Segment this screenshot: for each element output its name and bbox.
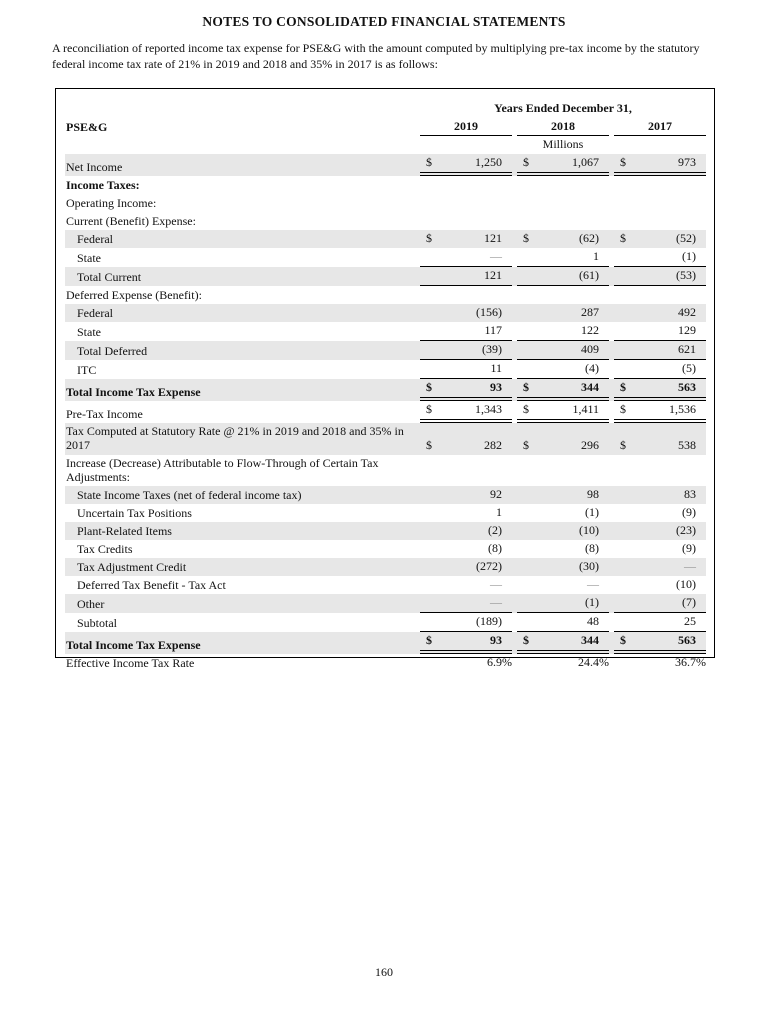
value-text: (5) [682, 361, 696, 376]
row-label: Federal [77, 306, 113, 321]
cell-value [517, 267, 609, 286]
empty-cell [614, 286, 706, 304]
dollar-sign: $ [523, 380, 529, 395]
value-text: 48 [587, 613, 599, 628]
cell-value [420, 248, 512, 267]
value-text: 1 [593, 249, 599, 264]
cell-value [614, 540, 706, 558]
cell-value [614, 654, 706, 672]
cell-value [420, 154, 512, 176]
dollar-sign: $ [620, 231, 626, 246]
cell-value [614, 522, 706, 540]
cell-value [420, 341, 512, 360]
cell-value [517, 341, 609, 360]
empty-cell [420, 194, 512, 212]
value-text: — [490, 594, 502, 609]
value-text: 6.9% [487, 654, 512, 669]
value-text: 344 [581, 380, 599, 395]
dollar-sign: $ [620, 632, 626, 647]
value-text: — [490, 576, 502, 591]
value-text: 296 [581, 437, 599, 452]
value-text: 98 [587, 486, 599, 501]
table-row [65, 594, 706, 613]
dollar-sign: $ [523, 402, 529, 417]
value-text: 117 [484, 323, 502, 338]
row-label: Tax Credits [77, 541, 133, 556]
cell-value [420, 522, 512, 540]
year-column-header-2018: 2018 [517, 117, 609, 136]
dollar-sign: $ [620, 437, 626, 452]
cell-value [614, 401, 706, 423]
value-text: (1) [682, 249, 696, 264]
value-text: 93 [490, 632, 502, 647]
cell-value [614, 230, 706, 248]
value-text: 92 [490, 486, 502, 501]
units-label: Millions [542, 137, 584, 152]
value-text: 11 [490, 361, 502, 376]
row-label: Plant-Related Items [77, 523, 172, 538]
row-label: Income Taxes: [66, 178, 140, 193]
value-text: 563 [678, 380, 696, 395]
value-text: 409 [581, 342, 599, 357]
dollar-sign: $ [523, 632, 529, 647]
table-header-period-row [65, 101, 706, 117]
value-text: 538 [678, 437, 696, 452]
value-text: 36.7% [675, 654, 706, 669]
cell-value [614, 304, 706, 322]
cell-value [517, 558, 609, 576]
table-header-units-row [65, 136, 706, 154]
table-body [65, 154, 706, 672]
document-page [0, 14, 768, 979]
value-text: (2) [488, 522, 502, 537]
table-row [65, 423, 706, 454]
value-text: 24.4% [578, 654, 609, 669]
value-text: (9) [682, 504, 696, 519]
value-text: (30) [579, 558, 599, 573]
entity-label: PSE&G [66, 120, 108, 135]
value-text: 973 [678, 155, 696, 170]
header-spacer [65, 136, 415, 154]
value-text: (272) [476, 558, 502, 573]
row-label: Operating Income: [66, 196, 157, 211]
cell-value [517, 322, 609, 341]
cell-value [420, 379, 512, 401]
dollar-sign: $ [523, 155, 529, 170]
value-text: 563 [678, 632, 696, 647]
empty-cell [517, 212, 609, 230]
value-text: 122 [581, 323, 599, 338]
cell-value [420, 423, 512, 454]
empty-cell [420, 176, 512, 194]
cell-value [614, 486, 706, 504]
cell-value [517, 248, 609, 267]
value-text: 25 [684, 613, 696, 628]
cell-value [517, 423, 609, 454]
table-row [65, 176, 706, 194]
value-text: 129 [678, 323, 696, 338]
row-label: Increase (Decrease) Attributable to Flow-Through of Certain Tax Adjustments: [66, 455, 379, 484]
header-spacer [65, 101, 415, 117]
dollar-sign: $ [523, 437, 529, 452]
empty-cell [517, 455, 609, 486]
value-text: (9) [682, 540, 696, 555]
cell-value [614, 154, 706, 176]
row-label: Subtotal [77, 615, 118, 630]
row-label: ITC [77, 363, 97, 378]
cell-value [614, 594, 706, 613]
cell-value [517, 379, 609, 401]
value-text: 282 [484, 437, 502, 452]
cell-value [420, 401, 512, 423]
empty-cell [614, 455, 706, 486]
cell-value [517, 154, 609, 176]
row-label: Effective Income Tax Rate [66, 655, 195, 670]
cell-value [517, 632, 609, 654]
cell-value [517, 486, 609, 504]
row-label: Federal [77, 232, 113, 247]
empty-cell [614, 194, 706, 212]
cell-value [517, 522, 609, 540]
cell-value [420, 632, 512, 654]
page-number: 160 [375, 965, 393, 979]
empty-cell [614, 212, 706, 230]
value-text: (62) [579, 231, 599, 246]
value-text: (23) [676, 522, 696, 537]
table-row [65, 304, 706, 322]
cell-value [614, 360, 706, 379]
cell-value [517, 504, 609, 522]
dollar-sign: $ [426, 632, 432, 647]
dollar-sign: $ [620, 402, 626, 417]
value-text: 344 [581, 632, 599, 647]
row-label: Current (Benefit) Expense: [66, 214, 196, 229]
table-row [65, 504, 706, 522]
value-text: — [490, 249, 502, 264]
table-row [65, 230, 706, 248]
intro-paragraph: A reconciliation of reported income tax expense for PSE&G with the amount computed by multiplying pre-tax income by the statutory federal income tax rate of 21% in 2019 and 2018 and 35% in 2017 is as follows: [52, 41, 700, 71]
dollar-sign: $ [523, 231, 529, 246]
dollar-sign: $ [620, 155, 626, 170]
value-text: 83 [684, 486, 696, 501]
year-column-header-2019: 2019 [420, 117, 512, 136]
value-text: 121 [484, 231, 502, 246]
table-row [65, 540, 706, 558]
row-label: Total Current [77, 270, 142, 285]
table-row [65, 212, 706, 230]
cell-value [614, 632, 706, 654]
cell-value [420, 230, 512, 248]
value-text: (8) [488, 540, 502, 555]
row-label: Tax Computed at Statutory Rate @ 21% in 2019 and 2018 and 35% in 2017 [66, 424, 404, 453]
dollar-sign: $ [426, 402, 432, 417]
row-label: Deferred Tax Benefit - Tax Act [77, 577, 226, 592]
table-row [65, 267, 706, 286]
cell-value [420, 322, 512, 341]
row-label: State [77, 325, 101, 340]
value-text: 492 [678, 305, 696, 320]
cell-value [614, 248, 706, 267]
value-text: — [587, 576, 599, 591]
value-text: 1,343 [475, 402, 502, 417]
empty-cell [517, 176, 609, 194]
value-text: (8) [585, 540, 599, 555]
table-row [65, 455, 706, 486]
value-text: (53) [676, 268, 696, 283]
row-label: Total Income Tax Expense [66, 385, 201, 400]
table-row [65, 341, 706, 360]
value-text: (1) [585, 594, 599, 609]
table-row [65, 286, 706, 304]
cell-value [614, 322, 706, 341]
dollar-sign: $ [426, 380, 432, 395]
cell-value [517, 230, 609, 248]
value-text: (52) [676, 231, 696, 246]
cell-value [614, 341, 706, 360]
value-text: — [684, 558, 696, 573]
table-row [65, 401, 706, 423]
empty-cell [517, 286, 609, 304]
cell-value [517, 654, 609, 672]
value-text: (156) [476, 305, 502, 320]
dollar-sign: $ [620, 380, 626, 395]
value-text: (10) [676, 576, 696, 591]
cell-value [420, 654, 512, 672]
table-row [65, 613, 706, 632]
table-row [65, 379, 706, 401]
table-row [65, 322, 706, 341]
dollar-sign: $ [426, 231, 432, 246]
cell-value [420, 613, 512, 632]
tax-reconciliation-table [55, 88, 715, 670]
cell-value [614, 267, 706, 286]
value-text: 287 [581, 305, 599, 320]
cell-value [614, 423, 706, 454]
cell-value [420, 486, 512, 504]
table-row [65, 558, 706, 576]
cell-value [614, 613, 706, 632]
empty-cell [420, 212, 512, 230]
value-text: 121 [484, 268, 502, 283]
value-text: (189) [476, 613, 502, 628]
cell-value [614, 558, 706, 576]
table-row [65, 194, 706, 212]
cell-value [420, 540, 512, 558]
cell-value [517, 576, 609, 594]
cell-value [420, 504, 512, 522]
table-header-years-row [65, 117, 706, 136]
page-title: NOTES TO CONSOLIDATED FINANCIAL STATEMENTS [202, 14, 566, 29]
row-label: State [77, 251, 101, 266]
table-row [65, 486, 706, 504]
row-label: Total Deferred [77, 344, 148, 359]
cell-value [517, 304, 609, 322]
row-label: Pre-Tax Income [66, 407, 143, 422]
value-text: 1 [496, 504, 502, 519]
value-text: (61) [579, 268, 599, 283]
row-label: Deferred Expense (Benefit): [66, 288, 202, 303]
table-row [65, 248, 706, 267]
table-row [65, 632, 706, 654]
row-label: Other [77, 596, 105, 611]
dollar-sign: $ [426, 155, 432, 170]
value-text: 621 [678, 342, 696, 357]
cell-value [420, 360, 512, 379]
value-text: 1,536 [669, 402, 696, 417]
empty-cell [420, 455, 512, 486]
cell-value [517, 360, 609, 379]
row-label: Uncertain Tax Positions [77, 505, 192, 520]
value-text: (4) [585, 361, 599, 376]
dollar-sign: $ [426, 437, 432, 452]
empty-cell [420, 286, 512, 304]
value-text: 1,411 [572, 402, 599, 417]
value-text: (39) [482, 342, 502, 357]
cell-value [517, 594, 609, 613]
cell-value [614, 576, 706, 594]
value-text: (10) [579, 522, 599, 537]
cell-value [420, 594, 512, 613]
row-label: Total Income Tax Expense [66, 637, 201, 652]
years-ended-header: Years Ended December 31, [494, 101, 632, 116]
table-row [65, 654, 706, 672]
cell-value [420, 558, 512, 576]
row-label: State Income Taxes (net of federal income tax) [77, 487, 302, 502]
row-label: Tax Adjustment Credit [77, 559, 187, 574]
cell-value [517, 540, 609, 558]
value-text: (1) [585, 504, 599, 519]
value-text: 93 [490, 380, 502, 395]
cell-value [614, 504, 706, 522]
table-row [65, 522, 706, 540]
cell-value [614, 379, 706, 401]
table-row [65, 154, 706, 176]
cell-value [420, 576, 512, 594]
empty-cell [517, 194, 609, 212]
empty-cell [614, 176, 706, 194]
cell-value [517, 613, 609, 632]
row-label: Net Income [66, 160, 123, 175]
value-text: 1,067 [572, 155, 599, 170]
table-row [65, 360, 706, 379]
cell-value [420, 304, 512, 322]
value-text: (7) [682, 594, 696, 609]
year-column-header-2017: 2017 [614, 117, 706, 136]
cell-value [517, 401, 609, 423]
table-row [65, 576, 706, 594]
cell-value [420, 267, 512, 286]
value-text: 1,250 [475, 155, 502, 170]
